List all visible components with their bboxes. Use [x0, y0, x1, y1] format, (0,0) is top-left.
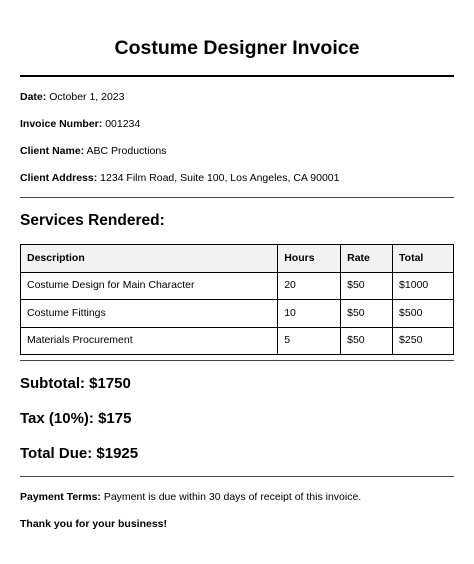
column-header-hours: Hours [278, 245, 341, 273]
column-header-description: Description [21, 245, 278, 273]
tax: Tax (10%): $175 [20, 410, 132, 427]
column-header-rate: Rate [341, 245, 393, 273]
invoice-number-value: 001234 [105, 118, 141, 130]
row-total: $250 [393, 327, 454, 355]
total-due: Total Due: $1925 [20, 445, 139, 462]
table-row [21, 272, 454, 300]
row-total: $1000 [393, 272, 454, 300]
invoice-number-label: Invoice Number: [20, 118, 103, 130]
row-hours: 20 [278, 272, 341, 300]
client-name-label: Client Name: [20, 145, 85, 157]
payment-terms-label: Payment Terms: [20, 491, 101, 503]
title-divider [20, 75, 454, 77]
table-row [21, 300, 454, 328]
payment-terms-line [20, 491, 361, 504]
row-hours: 5 [278, 327, 341, 355]
thank-you-line [20, 518, 167, 531]
row-description: Costume Fittings [21, 300, 278, 328]
details-divider [20, 197, 454, 198]
table-header-row [21, 245, 454, 273]
client-address-label: Client Address: [20, 172, 98, 184]
date-label: Date: [20, 91, 47, 103]
row-rate: $50 [341, 300, 393, 328]
totals-divider [20, 476, 454, 477]
row-rate: $50 [341, 272, 393, 300]
client-name-value: ABC Productions [86, 145, 167, 157]
row-description: Costume Design for Main Character [21, 272, 278, 300]
row-hours: 10 [278, 300, 341, 328]
payment-terms-value: Payment is due within 30 days of receipt of this invoice. [103, 491, 362, 503]
client-name-line [20, 145, 167, 158]
column-header-total: Total [393, 245, 454, 273]
client-address-value: 1234 Film Road, Suite 100, Los Angeles, CA 90001 [100, 172, 340, 184]
date-line [20, 91, 125, 104]
subtotal: Subtotal: $1750 [20, 375, 131, 392]
table-divider [20, 360, 454, 361]
date-value: October 1, 2023 [49, 91, 125, 103]
row-total: $500 [393, 300, 454, 328]
services-table [20, 244, 454, 355]
client-address-line [20, 172, 339, 185]
invoice-number-line [20, 118, 140, 131]
invoice-title: Costume Designer Invoice [114, 37, 360, 59]
row-rate: $50 [341, 327, 393, 355]
table-row [21, 327, 454, 355]
thank-you-text: Thank you for your business! [20, 518, 168, 530]
services-heading: Services Rendered: [20, 212, 165, 229]
row-description: Materials Procurement [21, 327, 278, 355]
